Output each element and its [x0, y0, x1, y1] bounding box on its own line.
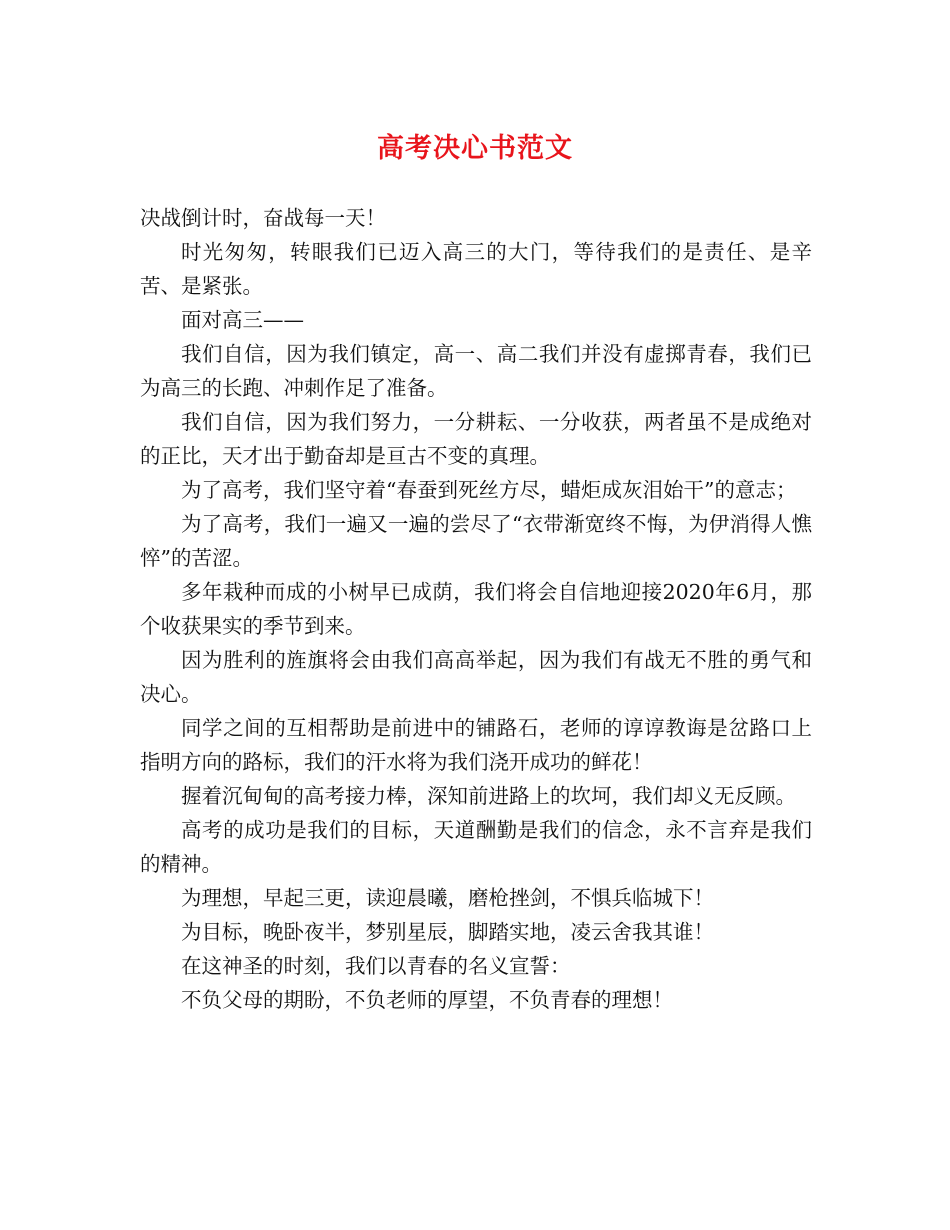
paragraph-4: 我们自信，因为我们镇定，高一、高二我们并没有虚掷青春，我们已为高三的长跑、冲刺作足了准备。: [140, 342, 812, 400]
document-body: [140, 201, 812, 1017]
paragraph-1: 决战倒计时，奋战每一天！: [140, 206, 386, 230]
paragraph-8: 多年栽种而成的小树早已成荫，我们将会自信地迎接2020年6月，那个收获果实的季节到来。: [140, 580, 812, 638]
paragraph-6: 为了高考，我们坚守着“春蚕到死丝方尽，蜡炬成灰泪始干”的意志；: [181, 478, 797, 502]
paragraph-14: 为目标，晚卧夜半，梦别星辰，脚踏实地，凌云舍我其谁！: [181, 920, 714, 944]
paragraph-5: 我们自信，因为我们努力，一分耕耘、一分收获，两者虽不是成绝对的正比，天才出于勤奋却是亘古不变的真理。: [140, 410, 812, 468]
paragraph-2: 时光匆匆，转眼我们已迈入高三的大门，等待我们的是责任、是辛苦、是紧张。: [140, 240, 812, 298]
paragraph-11: 握着沉甸甸的高考接力棒，深知前进路上的坎坷，我们却义无反顾。: [181, 784, 796, 808]
paragraph-3: 面对高三——: [181, 308, 304, 332]
paragraph-13: 为理想，早起三更，读迎晨曦，磨枪挫剑，不惧兵临城下！: [181, 886, 714, 910]
paragraph-7: 为了高考，我们一遍又一遍的尝尽了“衣带渐宽终不悔，为伊消得人憔悴”的苦涩。: [140, 512, 812, 570]
paragraph-9: 因为胜利的旌旗将会由我们高高举起，因为我们有战无不胜的勇气和决心。: [140, 648, 812, 706]
paragraph-12: 高考的成功是我们的目标，天道酬勤是我们的信念，永不言弃是我们的精神。: [140, 818, 812, 876]
paragraph-16: 不负父母的期盼，不负老师的厚望，不负青春的理想！: [181, 988, 673, 1012]
paragraph-10: 同学之间的互相帮助是前进中的铺路石，老师的谆谆教诲是岔路口上指明方向的路标，我们的汗水将为我们浇开成功的鲜花！: [140, 716, 812, 774]
document-title: 高考决心书范文: [377, 133, 573, 164]
paragraph-15: 在这神圣的时刻，我们以青春的名义宣誓：: [181, 954, 571, 978]
